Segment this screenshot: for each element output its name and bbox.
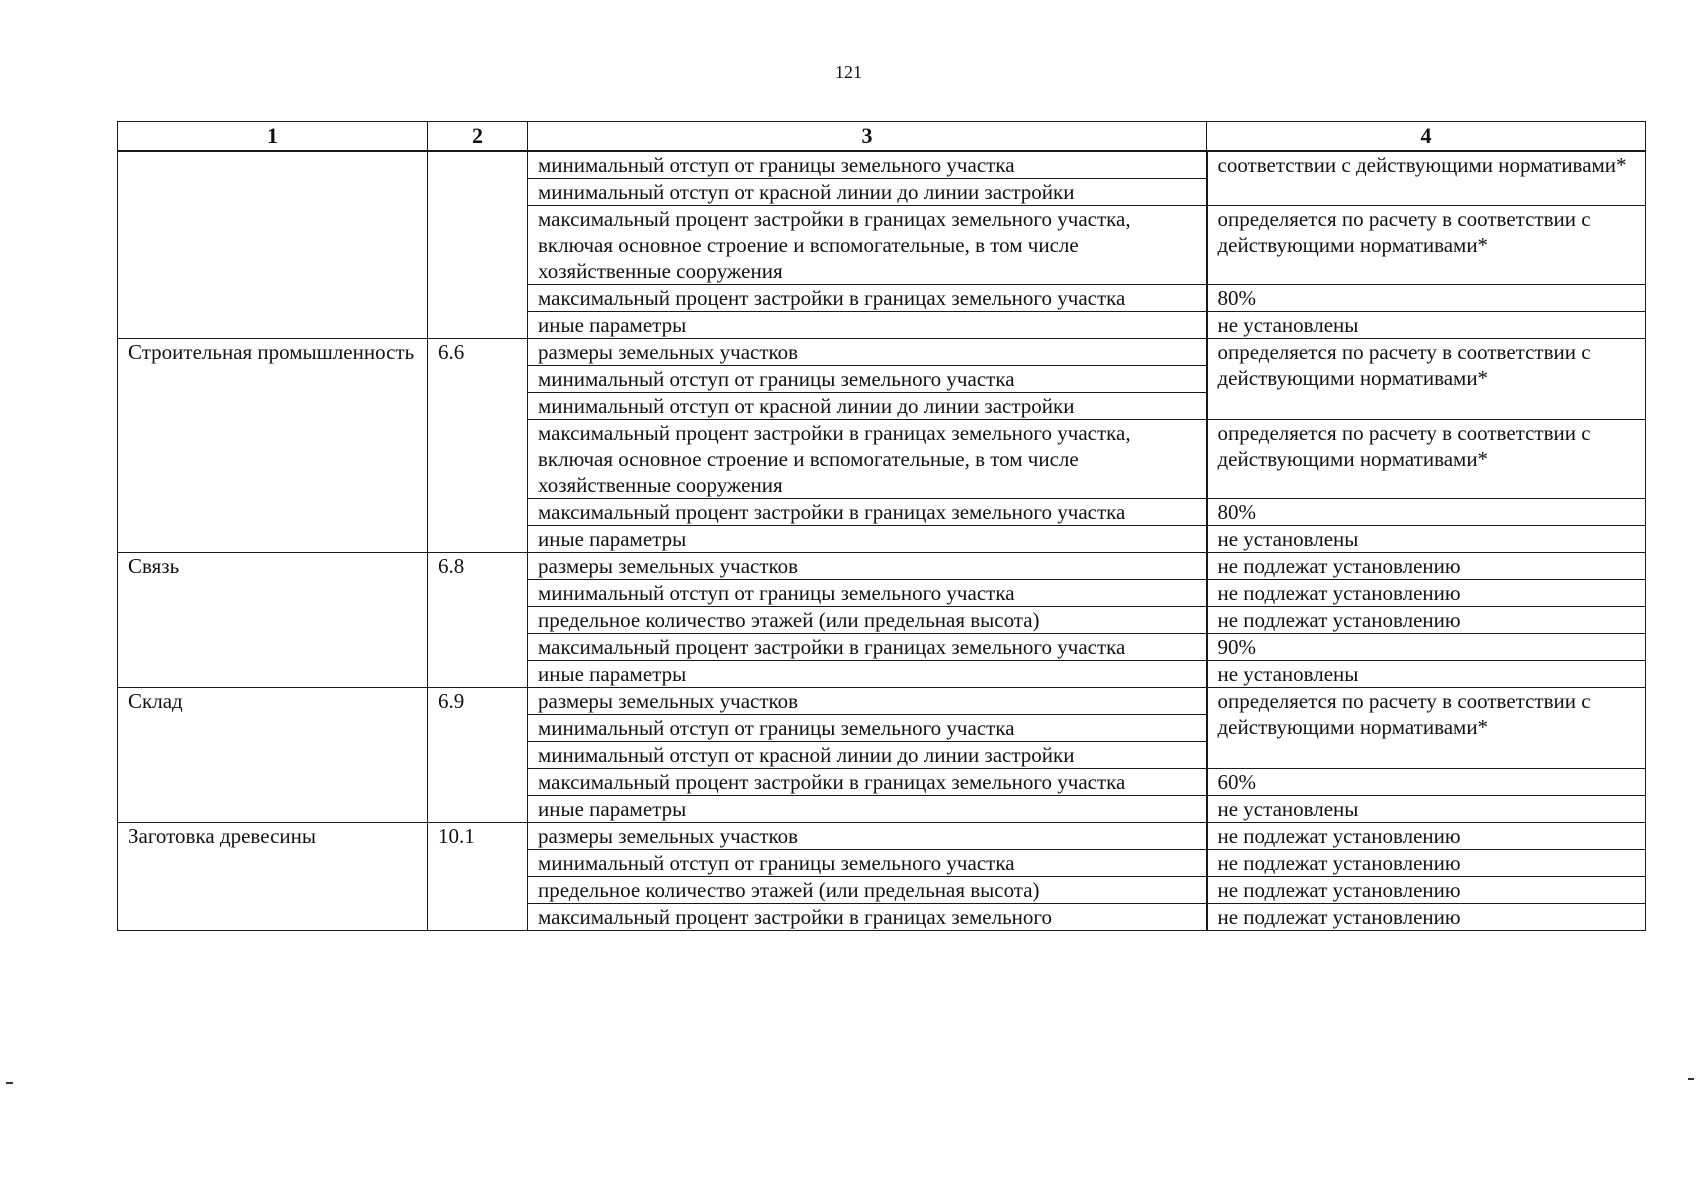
parameter-value: 60% [1207, 769, 1646, 796]
parameter-name: максимальный процент застройки в границах земельного участка [528, 769, 1207, 796]
table-row [118, 151, 1646, 179]
parameter-name: размеры земельных участков [528, 339, 1207, 366]
parameter-name: минимальный отступ от красной линии до линии застройки [528, 742, 1207, 769]
parameter-value: определяется по расчету в соответствии с действующими нормативами* [1207, 420, 1646, 499]
parameter-value: не установлены [1207, 526, 1646, 553]
table-body [118, 151, 1646, 931]
parameter-name: максимальный процент застройки в границах земельного участка [528, 285, 1207, 312]
table-header-row [118, 122, 1646, 152]
table-row [118, 688, 1646, 715]
scan-margin-mark [1688, 1078, 1694, 1080]
parameter-name: минимальный отступ от красной линии до линии застройки [528, 179, 1207, 206]
parameter-value: не установлены [1207, 661, 1646, 688]
parameter-name: предельное количество этажей (или предельная высота) [528, 607, 1207, 634]
column-header-4: 4 [1207, 122, 1646, 152]
land-use-name: Строительная промышленность [118, 339, 428, 553]
parameter-name: максимальный процент застройки в границах земельного участка [528, 499, 1207, 526]
parameter-value: не установлены [1207, 796, 1646, 823]
parameter-name: максимальный процент застройки в границах земельного участка, включая основное строение и вспомогательные, в том числе хозяйственные сооружения [528, 420, 1207, 499]
parameter-value: определяется по расчету в соответствии с действующими нормативами* [1207, 339, 1646, 420]
land-use-code [428, 151, 528, 339]
parameter-value: не установлены [1207, 312, 1646, 339]
parameter-name: максимальный процент застройки в границах земельного участка [528, 634, 1207, 661]
land-use-name: Связь [118, 553, 428, 688]
parameter-value: не подлежат установлению [1207, 877, 1646, 904]
parameter-value: не подлежат установлению [1207, 580, 1646, 607]
parameter-name: минимальный отступ от границы земельного участка [528, 366, 1207, 393]
parameter-name: предельное количество этажей (или предельная высота) [528, 877, 1207, 904]
parameter-name: иные параметры [528, 661, 1207, 688]
column-header-3: 3 [528, 122, 1207, 152]
land-use-name [118, 151, 428, 339]
parameter-name: иные параметры [528, 526, 1207, 553]
parameters-table [117, 121, 1646, 931]
parameter-name: минимальный отступ от границы земельного участка [528, 715, 1207, 742]
land-use-code: 10.1 [428, 823, 528, 931]
parameter-name: максимальный процент застройки в границах земельного участка, включая основное строение и вспомогательные, в том числе хозяйственные сооружения [528, 206, 1207, 285]
scan-margin-mark [6, 1082, 13, 1084]
parameter-value: не подлежат установлению [1207, 553, 1646, 580]
column-header-1: 1 [118, 122, 428, 152]
parameter-value: не подлежат установлению [1207, 607, 1646, 634]
parameter-name: размеры земельных участков [528, 823, 1207, 850]
column-header-2: 2 [428, 122, 528, 152]
parameter-value: соответствии с действующими нормативами* [1207, 151, 1646, 206]
parameter-name: иные параметры [528, 312, 1207, 339]
parameter-name: минимальный отступ от границы земельного участка [528, 151, 1207, 179]
land-use-code: 6.6 [428, 339, 528, 553]
land-use-name: Склад [118, 688, 428, 823]
parameter-name: минимальный отступ от границы земельного участка [528, 580, 1207, 607]
land-use-code: 6.9 [428, 688, 528, 823]
table-row [118, 823, 1646, 850]
parameter-value: не подлежат установлению [1207, 904, 1646, 931]
parameter-value: не подлежат установлению [1207, 823, 1646, 850]
parameter-value: определяется по расчету в соответствии с действующими нормативами* [1207, 688, 1646, 769]
parameter-value: 90% [1207, 634, 1646, 661]
table-row [118, 553, 1646, 580]
parameter-name: минимальный отступ от границы земельного участка [528, 850, 1207, 877]
parameter-name: размеры земельных участков [528, 553, 1207, 580]
parameter-name: максимальный процент застройки в границах земельного [528, 904, 1207, 931]
parameter-value: 80% [1207, 499, 1646, 526]
parameter-name: размеры земельных участков [528, 688, 1207, 715]
parameter-value: не подлежат установлению [1207, 850, 1646, 877]
parameter-name: иные параметры [528, 796, 1207, 823]
land-use-code: 6.8 [428, 553, 528, 688]
parameter-value: определяется по расчету в соответствии с действующими нормативами* [1207, 206, 1646, 285]
table-row [118, 339, 1646, 366]
parameter-value: 80% [1207, 285, 1646, 312]
page-number: 121 [835, 62, 862, 82]
land-use-name: Заготовка древесины [118, 823, 428, 931]
parameter-name: минимальный отступ от красной линии до линии застройки [528, 393, 1207, 420]
